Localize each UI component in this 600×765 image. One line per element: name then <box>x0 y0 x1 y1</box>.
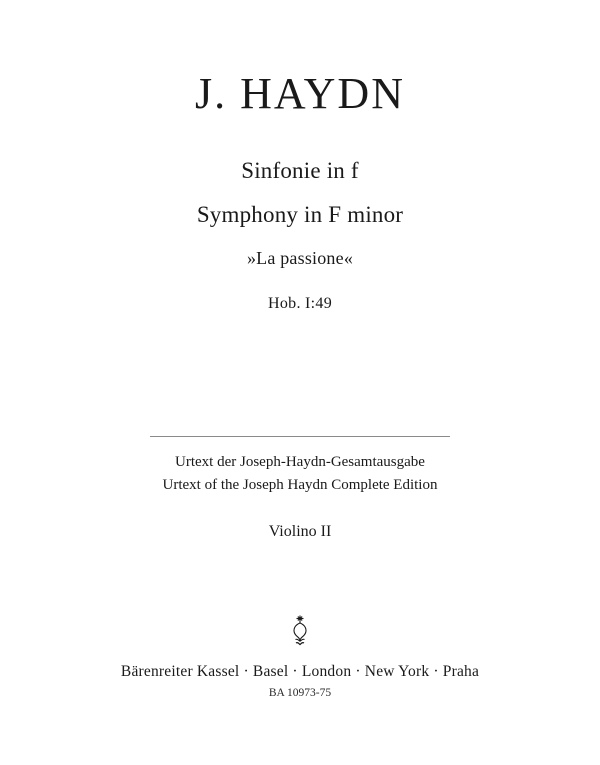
plate-number: BA 10973-75 <box>268 687 332 699</box>
edition-note <box>0 451 600 496</box>
title-block <box>0 158 600 313</box>
composer-name: J. HAYDN <box>195 69 405 118</box>
baerenreiter-logo-icon <box>287 635 313 652</box>
publisher-logo <box>0 614 600 653</box>
catalogue-number: Hob. I:49 <box>267 295 333 312</box>
work-title-english: Symphony in F minor <box>196 202 404 227</box>
horizontal-divider <box>150 436 450 437</box>
work-title-german: Sinfonie in f <box>241 158 359 183</box>
work-nickname: »La passione« <box>246 248 354 268</box>
publisher-line: Bärenreiter Kassel · Basel · London · New York · Praha <box>120 663 480 680</box>
edition-note-german: Urtext der Joseph-Haydn-Gesamtausgabe <box>175 454 425 470</box>
edition-note-english: Urtext of the Joseph Haydn Complete Edition <box>162 476 438 493</box>
instrument-part-name: Violino II <box>268 523 332 540</box>
